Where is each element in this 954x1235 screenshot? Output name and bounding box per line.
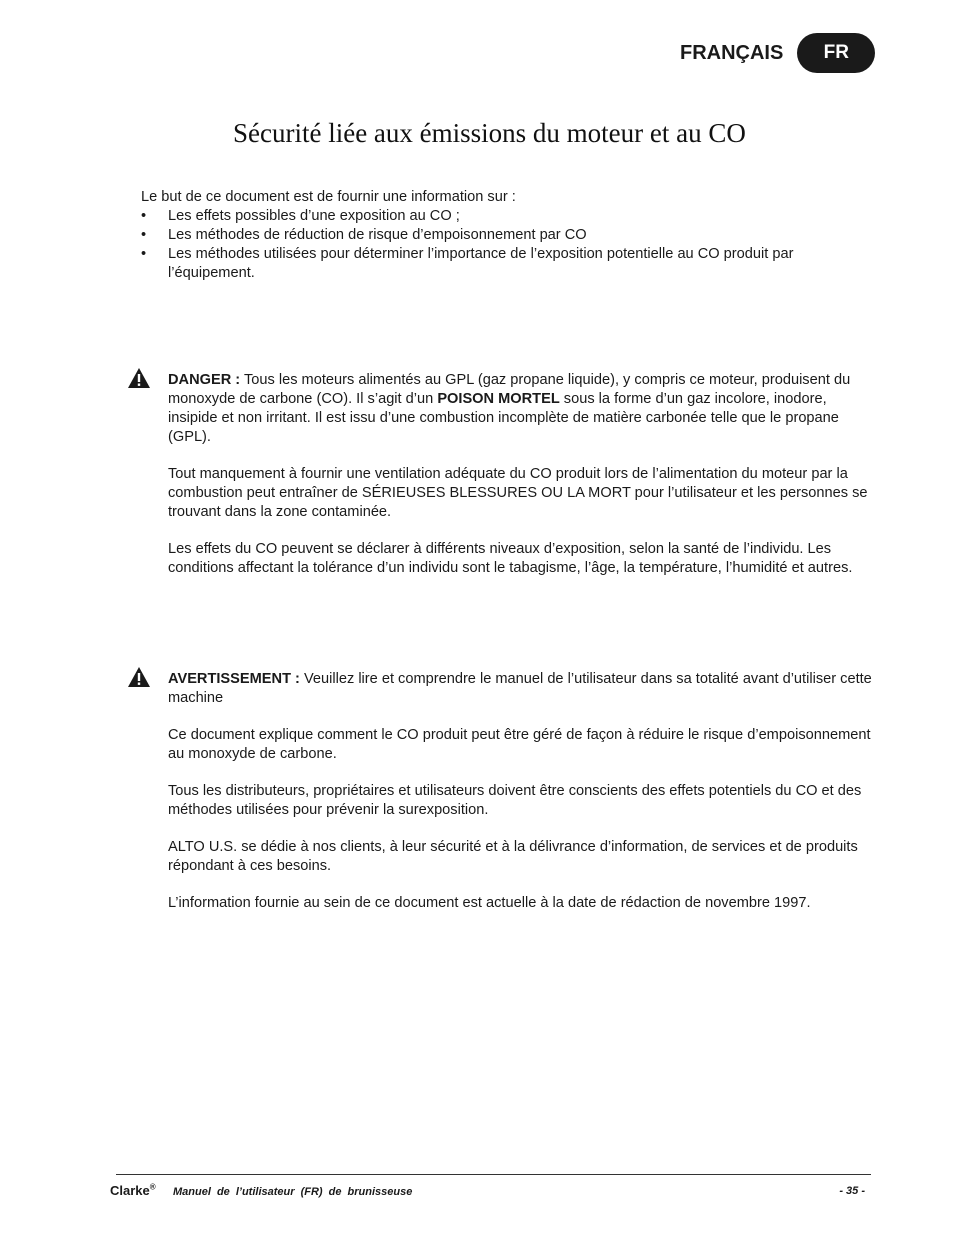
- footer-divider: [116, 1174, 871, 1175]
- language-header: [680, 33, 875, 73]
- danger-paragraph-2: Tout manquement à fournir une ventilation adéquate du CO produit lors de l’alimentation du moteur par la combustion peut entraîner de SÉRIEUSES BLESSURES OU LA MORT pour l’utilisateur et les personnes se trouvant dans la zone contaminée.: [168, 466, 868, 520]
- danger-label: DANGER :: [168, 372, 241, 388]
- danger-text-cont: sous la forme d’un gaz incolore, inodore, insipide et non irritant. Il est issu d’une combustion incomplète de matière carbonée telle que le propane (GPL).: [168, 391, 839, 445]
- danger-section: [168, 371, 874, 596]
- intro-lead: Le but de ce document est de fournir une information sur :: [141, 189, 516, 205]
- warning-paragraph-2: Ce document explique comment le CO produit peut être géré de façon à réduire le risque d’empoisonnement au monoxyde de carbone.: [168, 727, 871, 762]
- intro-section: [141, 188, 861, 283]
- manual-title: Manuel de l’utilisateur (FR) de brunisseuse: [173, 1186, 413, 1199]
- danger-text: Tous les moteurs alimentés au GPL (gaz propane liquide), y compris ce moteur, produisent du monoxyde de carbone (CO). Il s’agit d’un: [168, 372, 851, 407]
- intro-bullet-list: [141, 207, 861, 283]
- danger-paragraph-3: Les effets du CO peuvent se déclarer à différents niveaux d’exposition, selon la santé de l’individu. Les conditions affectant la tolérance d’un individu sont le tabagisme, l’âge, la température, l’humidité et autres.: [168, 541, 853, 576]
- list-item-text: Les effets possibles d’une exposition au CO ;: [168, 208, 460, 224]
- warning-paragraph-1: [168, 670, 874, 708]
- language-label: FRANÇAIS: [680, 41, 784, 64]
- list-item-text: Les méthodes utilisées pour déterminer l’importance de l’exposition potentielle au CO produit par l’équipement.: [168, 246, 794, 281]
- danger-paragraph-1: [168, 371, 874, 447]
- brand-text: Clarke: [110, 1183, 150, 1199]
- warning-triangle-icon: [127, 367, 151, 389]
- page-number: - 35 -: [839, 1185, 865, 1197]
- warning-triangle-icon: [127, 666, 151, 688]
- bullet-icon: •: [141, 208, 147, 224]
- warning-paragraph-4: ALTO U.S. se dédie à nos clients, à leur sécurité et à la délivrance d’information, de services et de produits répondant à ces besoins.: [168, 839, 858, 874]
- list-item: [141, 245, 861, 283]
- warning-paragraph-3: Tous les distributeurs, propriétaires et utilisateurs doivent être conscients des effets potentiels du CO et des méthodes utilisées pour prévenir la surexposition.: [168, 783, 862, 818]
- page-footer: [110, 1183, 865, 1198]
- list-item: [141, 226, 861, 245]
- bullet-icon: •: [141, 246, 147, 262]
- list-item: [141, 207, 861, 226]
- list-item-text: Les méthodes de réduction de risque d’empoisonnement par CO: [168, 227, 587, 243]
- page-title: Sécurité liée aux émissions du moteur et au CO: [233, 118, 746, 148]
- brand-name: [110, 1183, 156, 1198]
- warning-section: [168, 670, 874, 931]
- bullet-icon: •: [141, 227, 147, 243]
- language-badge: FR: [797, 33, 875, 73]
- warning-label: AVERTISSEMENT :: [168, 671, 300, 687]
- warning-paragraph-5: L’information fournie au sein de ce document est actuelle à la date de rédaction de novembre 1997.: [168, 895, 811, 911]
- registered-mark: ®: [149, 1183, 156, 1192]
- warning-text: Veuillez lire et comprendre le manuel de l’utilisateur dans sa totalité avant d’utiliser cette machine: [168, 671, 872, 706]
- poison-mortel-text: POISON MORTEL: [437, 391, 560, 407]
